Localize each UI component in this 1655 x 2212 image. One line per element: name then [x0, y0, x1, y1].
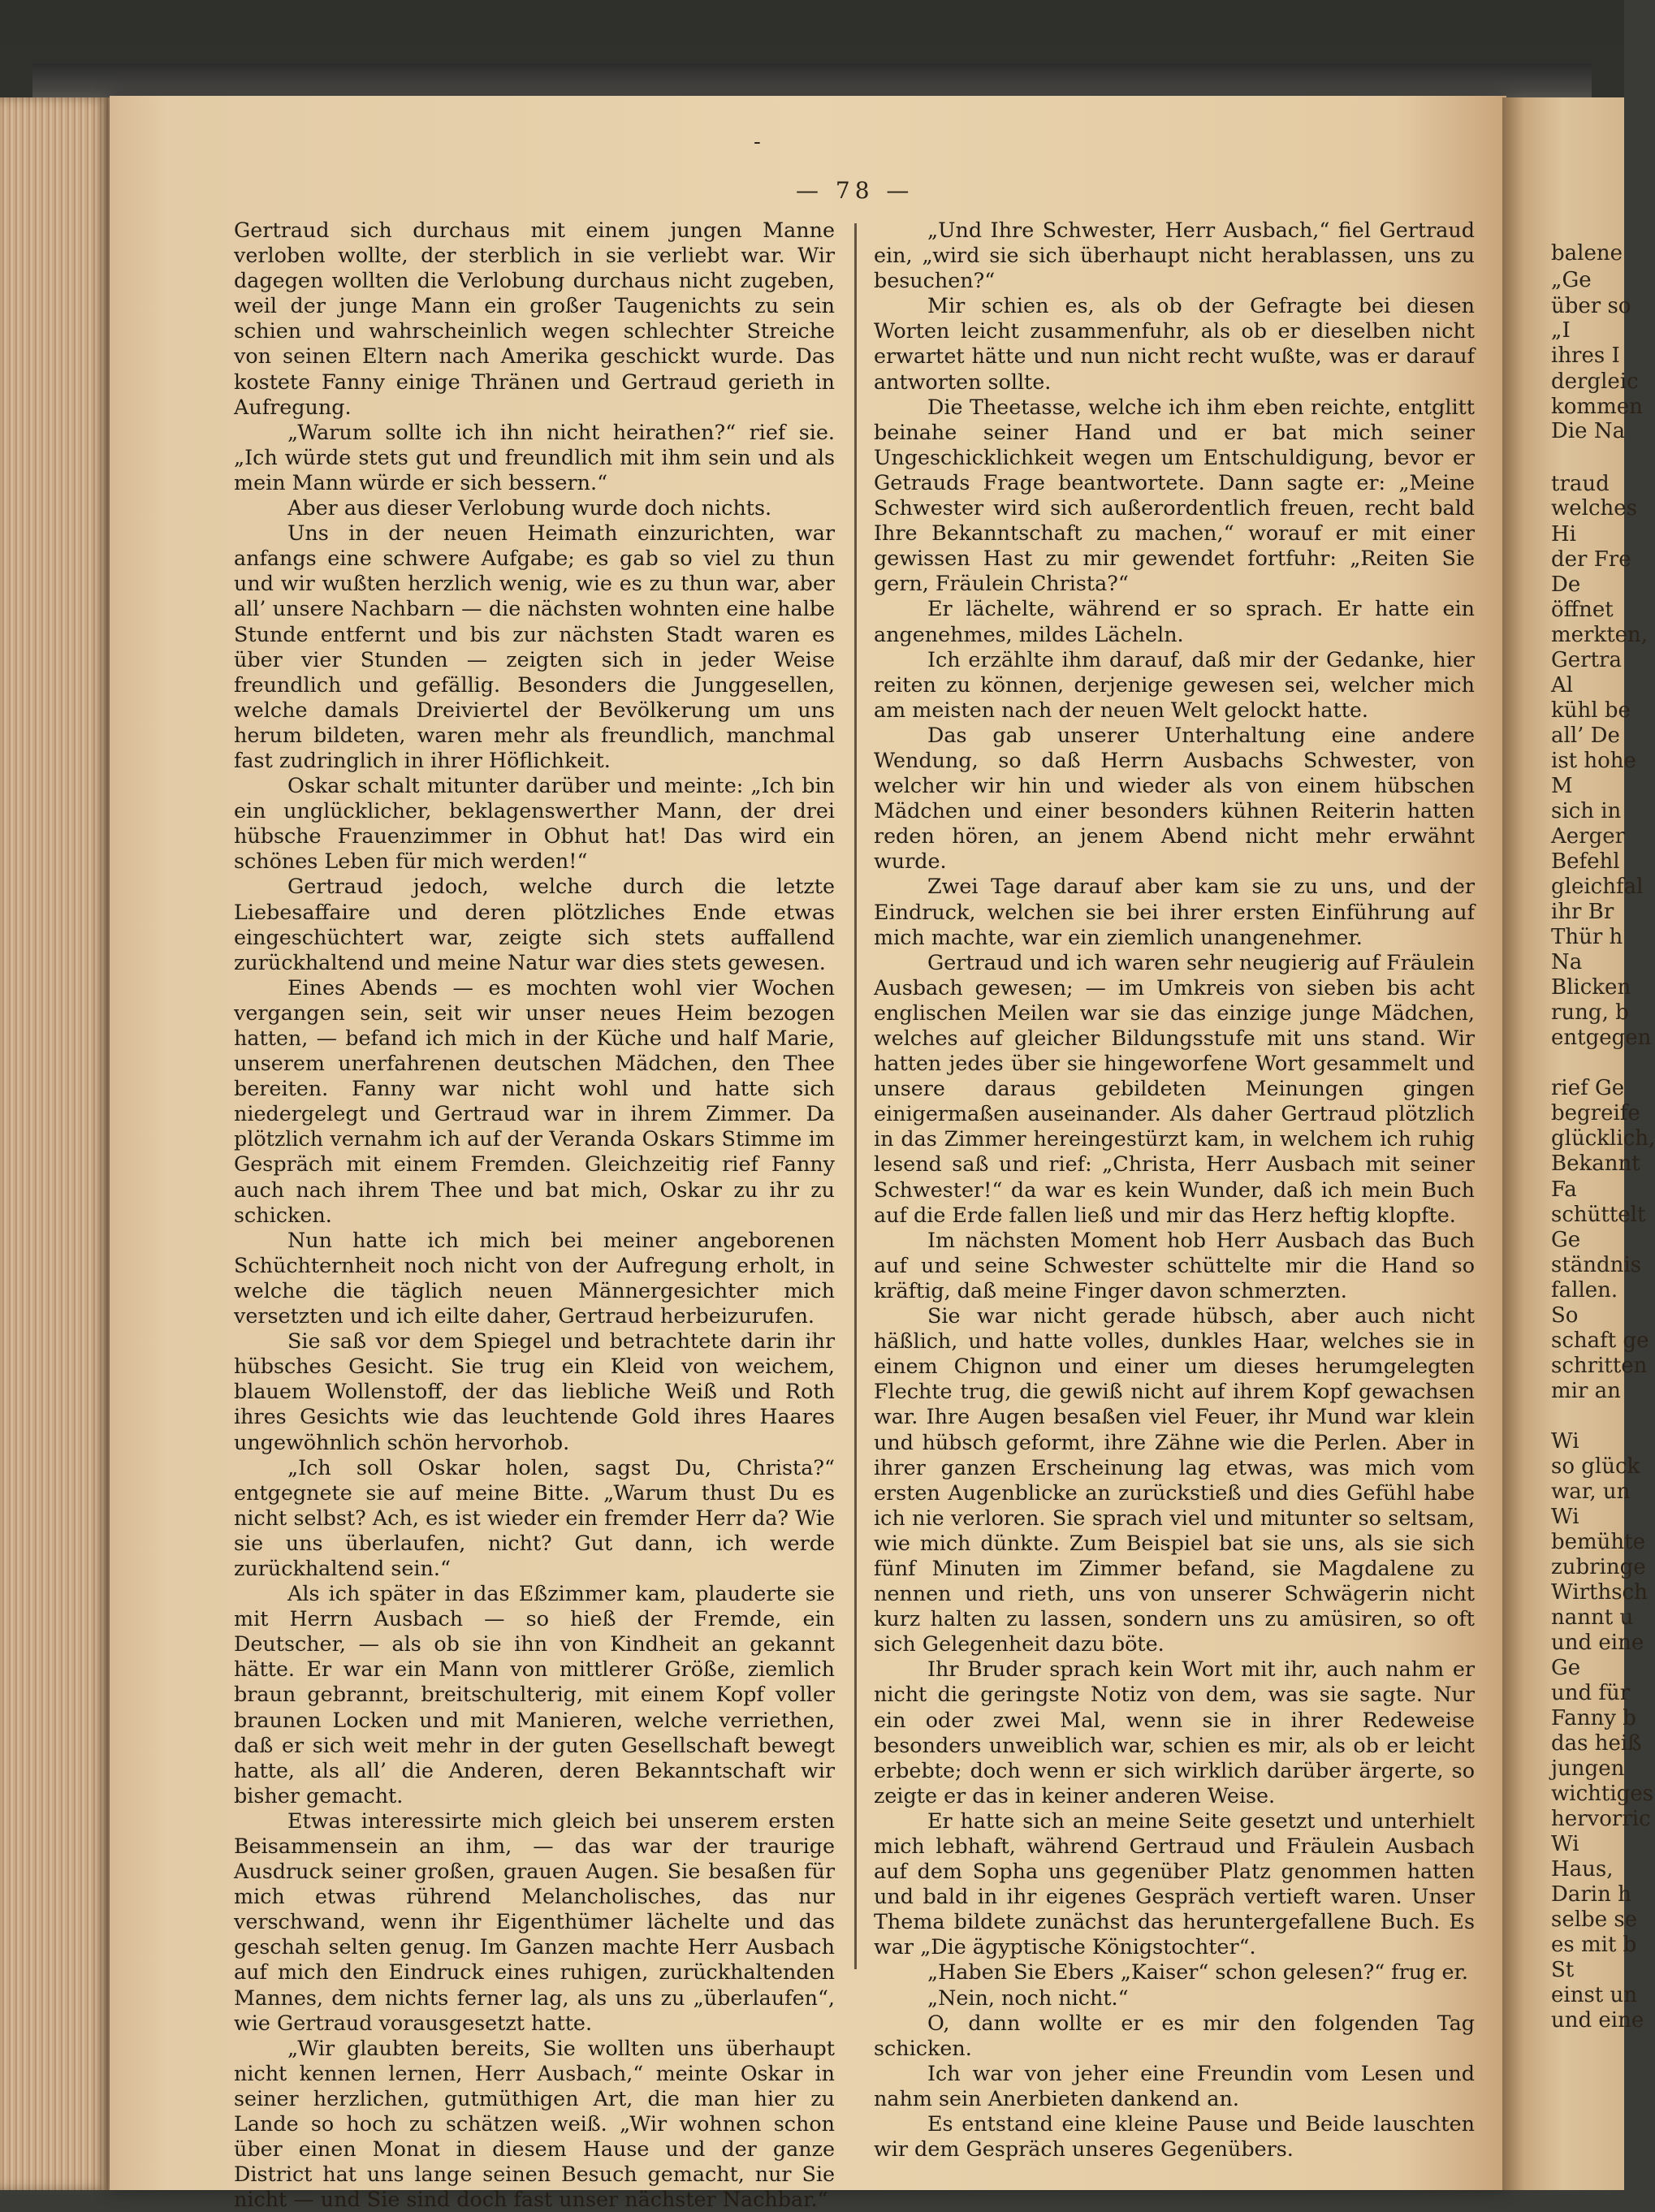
paragraph: Zwei Tage darauf aber kam sie zu uns, und der Eindruck, welchen sie bei ihrer ersten Einführung auf mich machte, war ein ziemlich unangenehmer.: [874, 874, 1475, 949]
next-page-fragment: entgegen: [1551, 1026, 1652, 1050]
next-page-fragment: ihr Br: [1551, 900, 1614, 924]
next-page-fragment: hervorric: [1551, 1807, 1651, 1831]
paragraph: Die Theetasse, welche ich ihm eben reichte, entglitt beinahe seiner Hand und er bat mich seiner Ungeschicklichkeit wegen um Entschuldigung, bevor er Getrauds Frage beantwortete. Dann sagte er: „Meine Schwester wird sich außerordentlich freuen, recht bald Ihre Bekanntschaft zu machen,“ worauf er mit einer gewissen Hast zu mir gewendet fortfuhr: „Reiten Sie gern, Fräulein Christa?“: [874, 394, 1475, 596]
stray-mark: -: [754, 130, 761, 154]
next-page-fragment: schüttelt: [1551, 1203, 1646, 1227]
paragraph: Ich war von jeher eine Freundin vom Lesen und nahm sein Anerbieten dankend an.: [874, 2060, 1475, 2110]
next-page-fragment: „Ge: [1551, 268, 1592, 292]
next-page-fragment: der Fre: [1551, 547, 1631, 572]
next-page-fragment: traud: [1551, 472, 1610, 496]
paragraph: Das gab unserer Unterhaltung eine andere Wendung, so daß Herrn Ausbachs Schwester, von welcher wir hin und wieder als von einem hübschen Mädchen und einer besonders kühnen Reiterin hatten reden hören, an jenem Abend nicht mehr erwähnt wurde.: [874, 722, 1475, 874]
next-page-fragment: zubringe: [1551, 1555, 1646, 1579]
paragraph: „Warum sollte ich ihn nicht heirathen?“ rief sie. „Ich würde stets gut und freundlich mit ihm sein und als mein Mann würde er sich bessern.“: [234, 419, 835, 495]
next-page-fragment: Wi: [1551, 1429, 1579, 1454]
next-page-fragment: Ge: [1551, 1656, 1581, 1680]
paragraph: Etwas interessirte mich gleich bei unserem ersten Beisammensein an ihm, — das war der traurige Ausdruck seiner großen, grauen Augen. Sie besaßen für mich etwas rührend Melancholisches, das nur verschwand, wenn ihr Eigenthümer lächelte und das geschah selten genug. Im Ganzen machte Herr Ausbach auf mich den Eindruck eines ruhigen, zurückhaltenden Mannes, dem nichts ferner lag, als uns zu „überlaufen“, wie Gertraud vorausgesetzt hatte.: [234, 1808, 835, 2035]
next-page-fragment: das heiß: [1551, 1731, 1642, 1756]
next-page-fragment: Wirthsch: [1551, 1580, 1648, 1605]
next-page-fragment: all’ De: [1551, 724, 1620, 748]
next-page-fragment: St: [1551, 1958, 1575, 1982]
next-page-fragment: merkten,: [1551, 623, 1649, 647]
paragraph: Gertraud und ich waren sehr neugierig auf Fräulein Ausbach gewesen; — im Umkreis von sieben bis acht englischen Meilen war sie das einzige junge Mädchen, welches auf gleicher Bildungsstufe mit uns stand. Wir hatten jedes über sie hingeworfene Wort gesammelt und unsere daraus gebildeten Meinungen gingen einigermaßen auseinander. Als daher Gertraud plötzlich in das Zimmer hereingestürzt kam, in welchem ich ruhig lesend saß und rief: „Christa, Herr Ausbach mit seiner Schwester!“ da war es kein Wunder, daß ich mein Buch auf die Erde fallen ließ und mir das Herz heftig klopfte.: [874, 949, 1475, 1227]
next-page-fragment: balene: [1551, 241, 1623, 266]
paragraph: Ich erzählte ihm darauf, daß mir der Gedanke, hier reiten zu können, derjenige gewesen sei, welcher mich am meisten nach der neuen Welt gelockt hatte.: [874, 646, 1475, 722]
next-page-fragment: schritten: [1551, 1354, 1648, 1378]
next-page-fragment: Haus,: [1551, 1857, 1614, 1881]
next-page-fragment: Die Na: [1551, 419, 1626, 443]
next-page-fragment: mir an: [1551, 1379, 1621, 1403]
next-page-fragment: rief Ge: [1551, 1076, 1625, 1100]
next-page-fragment: Thür h: [1551, 925, 1623, 949]
next-page-fragment: und eine: [1551, 2008, 1644, 2033]
stacked-page-edges: [0, 97, 110, 2190]
paragraph: Uns in der neuen Heimath einzurichten, war anfangs eine schwere Aufgabe; es gab so viel zu thun und wir wußten herzlich wenig, wie es zu thun war, aber all’ unsere Nachbarn — die nächsten wohnten eine halbe Stunde entfernt und bis zur nächsten Stadt waren es über vier Stunden — zeigten sich in jeder Weise freundlich und gefällig. Besonders die Junggesellen, welche damals Dreiviertel der Bevölkerung um uns herum bildeten, waren mehr als freundlich, manchmal fast zudringlich in ihrer Höflichkeit.: [234, 521, 835, 772]
next-page-fragment: so glück: [1551, 1454, 1640, 1479]
next-page-fragment: war, un: [1551, 1480, 1631, 1504]
next-page-fragment: öffnet: [1551, 598, 1614, 622]
paragraph: „Nein, noch nicht.“: [927, 1985, 1129, 2010]
next-page-fragment: So: [1551, 1303, 1579, 1328]
paragraph: Er lächelte, während er so sprach. Er hatte ein angenehmes, mildes Lächeln.: [874, 596, 1475, 646]
next-page-fragment: schaft ge: [1551, 1328, 1649, 1353]
next-page-fragment: es mit b: [1551, 1933, 1637, 1957]
column-divider: [854, 223, 857, 1969]
next-page-fragment: ihres I: [1551, 343, 1620, 368]
next-page-fragment: dergleic: [1551, 369, 1639, 394]
next-page-fragment: Fanny b: [1551, 1706, 1636, 1730]
next-page-fragment: M: [1551, 774, 1573, 798]
text-column-right: [874, 218, 1475, 2162]
text-column-left: [234, 218, 835, 2212]
next-page-fragment: rung, b: [1551, 1000, 1629, 1025]
paragraph: „Wir glaubten bereits, Sie wollten uns überhaupt nicht kennen lernen, Herr Ausbach,“ meinte Oskar in seiner herzlichen, gutmüthigen Art, die man hier zu Lande so hoch zu schätzen weiß. „Wir wohnen schon über einen Monat in diesem Hause und der ganze District hat uns lange seinen Besuch gemacht, nur Sie nicht — und Sie sind doch fast unser nächster Nachbar.“: [234, 2035, 835, 2212]
next-page-fragment: Blicken: [1551, 975, 1631, 1000]
next-page-fragment: „I: [1551, 318, 1571, 343]
next-page-fragment: Hi: [1551, 522, 1576, 547]
page-number: — 78 —: [796, 177, 914, 204]
paragraph: Gertraud sich durchaus mit einem jungen Manne verloben wollte, der sterblich in sie verliebt war. Wir dagegen wollten die Verlobung durchaus nicht zugeben, weil der junge Mann ein großer Taugenichts zu sein schien und wahrscheinlich wegen schlechter Streiche von seinen Eltern nach Amerika geschickt wurde. Das kostete Fanny einige Thränen und Gertraud gerieth in Aufregung.: [234, 218, 835, 419]
next-page-fragment: sich in: [1551, 799, 1622, 823]
next-page-fragment: Darin h: [1551, 1882, 1631, 1907]
next-page-fragment: selbe se: [1551, 1907, 1638, 1932]
next-page-fragment: über so: [1551, 294, 1631, 318]
paragraph: Aber aus dieser Verlobung wurde doch nichts.: [287, 495, 772, 521]
next-page-fragment: ist hohe: [1551, 749, 1636, 773]
paragraph: Mir schien es, als ob der Gefragte bei diesen Worten leicht zusammenfuhr, als ob er dieselben nicht erwartet hätte und nun nicht recht wußte, was er darauf antworten sollte.: [874, 293, 1475, 394]
next-page-fragment: wichtiges: [1551, 1782, 1654, 1806]
paragraph: Eines Abends — es mochten wohl vier Wochen vergangen sein, seit wir unser neues Heim bezogen hatten, — befand ich mich in der Küche und half Marie, unserem unerfahrenen deutschen Mädchen, den Thee bereiten. Fanny war nicht wohl und hatte sich niedergelegt und Gertraud war in ihrem Zimmer. Da plötzlich vernahm ich auf der Veranda Oskars Stimme im Gespräch mit einem Fremden. Gleichzeitig rief Fanny auch nach ihrem Thee und bat mich, Oskar zu ihr zu schicken.: [234, 974, 835, 1227]
paragraph: „Ich soll Oskar holen, sagst Du, Christa?“ entgegnete sie auf meine Bitte. „Warum thust Du es nicht selbst? Ach, es ist wieder ein fremder Herr da? Wie sie uns überlaufen, nicht? Gut dann, ich werde zurückhaltend sein.“: [234, 1454, 835, 1580]
next-page-fragment: Gertra: [1551, 648, 1622, 672]
next-page-fragment: Fa: [1551, 1177, 1577, 1202]
next-page-fragment: begreife: [1551, 1101, 1640, 1125]
next-page-fragment: Wi: [1551, 1832, 1579, 1856]
paragraph: Es entstand eine kleine Pause und Beide lauschten wir dem Gespräch unseres Gegenübers.: [874, 2111, 1475, 2162]
paragraph: Im nächsten Moment hob Herr Ausbach das Buch auf und seine Schwester schüttelte mir die Hand so kräftig, daß meine Finger davon schmerzten.: [874, 1227, 1475, 1303]
next-page-fragment: kühl be: [1551, 698, 1631, 723]
paragraph: Oskar schalt mitunter darüber und meinte: „Ich bin ein unglücklicher, beklagenswerther Mann, der drei hübsche Frauenzimmer in Obhut hat! Das wird ein schönes Leben für mich werden!“: [234, 773, 835, 874]
next-page-fragment: glücklich,: [1551, 1126, 1655, 1151]
paragraph: O, dann wollte er es mir den folgenden Tag schicken.: [874, 2010, 1475, 2060]
next-page-fragment: Befehl: [1551, 849, 1620, 874]
paragraph: Er hatte sich an meine Seite gesetzt und unterhielt mich lebhaft, während Gertraud und Fräulein Ausbach auf dem Sopha uns gegenüber Platz genommen hatten und bald in ihr eigenes Gespräch vertieft waren. Unser Thema bildete zunächst das heruntergefallene Buch. Es war „Die ägyptische Königstochter“.: [874, 1808, 1475, 1959]
adjacent-page: [1502, 97, 1655, 2190]
next-page-fragment: Bekannt: [1551, 1151, 1640, 1176]
next-page-fragment: kommen: [1551, 395, 1643, 419]
paragraph: Als ich später in das Eßzimmer kam, plauderte sie mit Herrn Ausbach — so hieß der Fremde, ein Deutscher, — als ob sie ihn von Kindheit an gekannt hätte. Er war ein Mann von mittlerer Größe, ziemlich braun gebrannt, breitschulterig, mit einem Kopf voller braunen Locken und mit Manieren, welche verriethen, daß er sich weit mehr in der guten Gesellschaft bewegt hatte, als all’ die Anderen, deren Bekanntschaft wir bisher gemacht.: [234, 1581, 835, 1808]
paragraph: Sie war nicht gerade hübsch, aber auch nicht häßlich, und hatte volles, dunkles Haar, welches sie in einem Chignon und einer um dieses herumgelegten Flechte trug, die gewiß nicht auf ihrem Kopf gewachsen war. Ihre Augen besaßen viel Feuer, ihr Mund war klein und hübsch geformt, ihre Zähne wie die Perlen. Aber in ihrer ganzen Erscheinung lag etwas, was mich vom ersten Augenblicke an zurückstieß und dies Gefühl habe ich nie verloren. Sie sprach viel und mitunter so seltsam, wie mich dünkte. Zum Beispiel bat sie uns, als sie sich fünf Minuten im Zimmer befand, sie Magdalene zu nennen und rieth, uns von unserer Schwägerin nicht kurz halten zu lassen, sondern uns zu amüsiren, so oft sich Gelegenheit dazu böte.: [874, 1303, 1475, 1657]
paragraph: Ihr Bruder sprach kein Wort mit ihr, auch nahm er nicht die geringste Notiz von dem, was sie sagte. Nur ein oder zwei Mal, wenn sie in ihrer Redeweise besonders unweiblich war, schien es mir, als ob er leicht erbebte; doch wenn er sich wirklich darüber ärgerte, so zeigte er das in keiner anderen Weise.: [874, 1657, 1475, 1808]
next-page-fragment: Aerger: [1551, 824, 1626, 849]
paragraph: Nun hatte ich mich bei meiner angeborenen Schüchternheit noch nicht von der Aufregung erholt, in welche die täglich neuen Männergesichter mich versetzten und ich eilte daher, Gertraud herbeizurufen.: [234, 1227, 835, 1328]
next-page-fragment: Al: [1551, 673, 1574, 698]
next-page-fragment: und eine: [1551, 1631, 1644, 1655]
next-page-fragment: bemühte: [1551, 1530, 1646, 1554]
paragraph: „Haben Sie Ebers „Kaiser“ schon gelesen?“ frug er.: [927, 1959, 1468, 1985]
next-page-fragment: ständnis: [1551, 1253, 1642, 1277]
next-page-fragment: und für: [1551, 1681, 1631, 1705]
paragraph: Sie saß vor dem Spiegel und betrachtete darin ihr hübsches Gesicht. Sie trug ein Kleid von weichem, blauem Wollenstoff, der das liebliche Weiß und Roth ihres Gesichts wie das leuchtende Gold ihres Haares ungewöhnlich schön hervorhob.: [234, 1328, 835, 1454]
next-page-fragment: Ge: [1551, 1228, 1581, 1252]
next-page-fragment: welches: [1551, 496, 1637, 521]
next-page-fragment: jungen: [1551, 1756, 1625, 1781]
next-page-fragment: nannt u: [1551, 1605, 1634, 1630]
paragraph: Gertraud jedoch, welche durch die letzte Liebesaffaire und deren plötzliches Ende etwas eingeschüchtert war, zeigte sich stets auffallend zurückhaltend und meine Natur war dies stets gewesen.: [234, 874, 835, 974]
next-page-fragment: De: [1551, 572, 1581, 597]
next-page-fragment: einst un: [1551, 1983, 1637, 2007]
paragraph: „Und Ihre Schwester, Herr Ausbach,“ fiel Gertraud ein, „wird sie sich überhaupt nicht herablassen, uns zu besuchen?“: [874, 218, 1475, 293]
next-page-fragment: Wi: [1551, 1505, 1579, 1529]
next-page-fragment: fallen.: [1551, 1278, 1618, 1303]
next-page-fragment: Na: [1551, 950, 1583, 974]
next-page-fragment: gleichfal: [1551, 875, 1644, 899]
